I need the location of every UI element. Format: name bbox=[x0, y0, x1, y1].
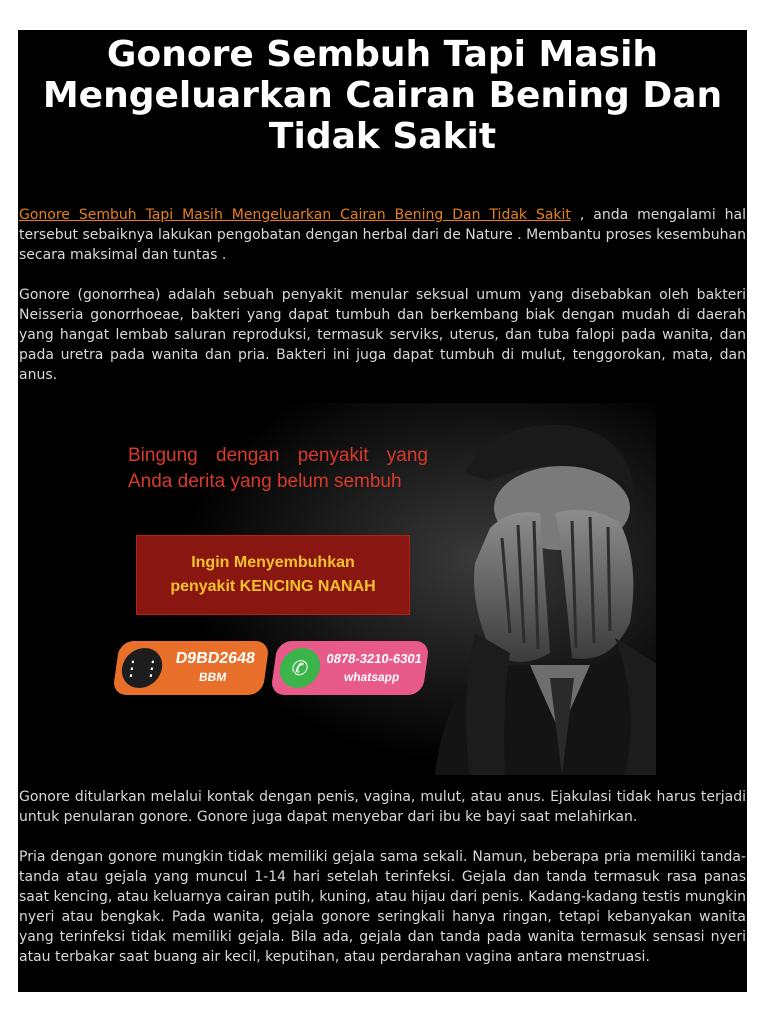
document-page bbox=[18, 30, 747, 992]
bbm-contact-badge bbox=[112, 641, 270, 695]
page-title: Gonore Sembuh Tapi Masih Mengeluarkan Cairan Bening Dan Tidak Sakit bbox=[42, 34, 723, 157]
bbm-pin: D9BD2648 bbox=[174, 650, 257, 667]
whatsapp-label: whatsapp bbox=[343, 670, 401, 684]
ad-cta-box bbox=[136, 535, 410, 615]
ad-cta-line1: Ingin Menyembuhkan bbox=[191, 554, 355, 571]
ad-question-text: Bingung dengan penyakit yang Anda derita yang belum sembuh bbox=[128, 445, 428, 492]
paragraph-transmission: Gonore ditularkan melalui kontak dengan penis, vagina, mulut, atau anus. Ejakulasi tidak harus terjadi untuk penularan gonore. Gonore juga dapat menyebar dari ibu ke bayi saat melahirkan. bbox=[19, 789, 746, 825]
intro-text: , anda mengalami hal tersebut sebaiknya lakukan pengobatan dengan herbal dari de Nature . Membantu proses kesembuhan secara maksimal dan tuntas . bbox=[19, 207, 746, 263]
bbm-label: BBM bbox=[198, 670, 228, 684]
whatsapp-icon: ✆ bbox=[277, 648, 323, 688]
paragraph-symptoms: Pria dengan gonore mungkin tidak memiliki gejala sama sekali. Namun, beberapa pria memiliki tanda-tanda atau gejala yang muncul 1-14 hari setelah terinfeksi. Gejala dan tanda termasuk rasa panas saat kencing, atau keluarnya cairan putih, kuning, atau hijau dari penis. Kadang-kadang testis mungkin nyeri atau bengkak. Pada wanita, gejala gonore seringkali hanya ringan, tetapi kebanyakan wanita yang terinfeksi tidak memiliki gejala. Bila ada, gejala dan tanda pada wanita termasuk sensasi nyeri atau terbakar saat buang air kecil, keputihan, atau perdarahan vagina antara menstruasi. bbox=[19, 849, 746, 965]
paragraph-definition: Gonore (gonorrhea) adalah sebuah penyakit menular seksual umum yang disebabkan oleh bakteri Neisseria gonorrhoeae, bakteri yang dapat tumbuh dan berkembang biak dengan mudah di daerah yang hangat lembab saluran reproduksi, termasuk serviks, uterus, dan tuba falopi pada wanita, dan pada uretra pada wanita dan pria. Bakteri ini juga dapat tumbuh di mulut, tenggorokan, mata, dan anus. bbox=[19, 287, 746, 383]
whatsapp-number: 0878-3210-6301 bbox=[325, 651, 424, 666]
whatsapp-contact-badge bbox=[270, 641, 430, 695]
ad-cta-line2: penyakit KENCING NANAH bbox=[170, 578, 376, 595]
ad-banner-image bbox=[110, 403, 656, 775]
article-link[interactable]: Gonore Sembuh Tapi Masih Mengeluarkan Cairan Bening Dan Tidak Sakit bbox=[19, 207, 571, 223]
intro-paragraph bbox=[18, 205, 747, 265]
blackberry-icon: ⋮⋮ bbox=[119, 648, 165, 688]
